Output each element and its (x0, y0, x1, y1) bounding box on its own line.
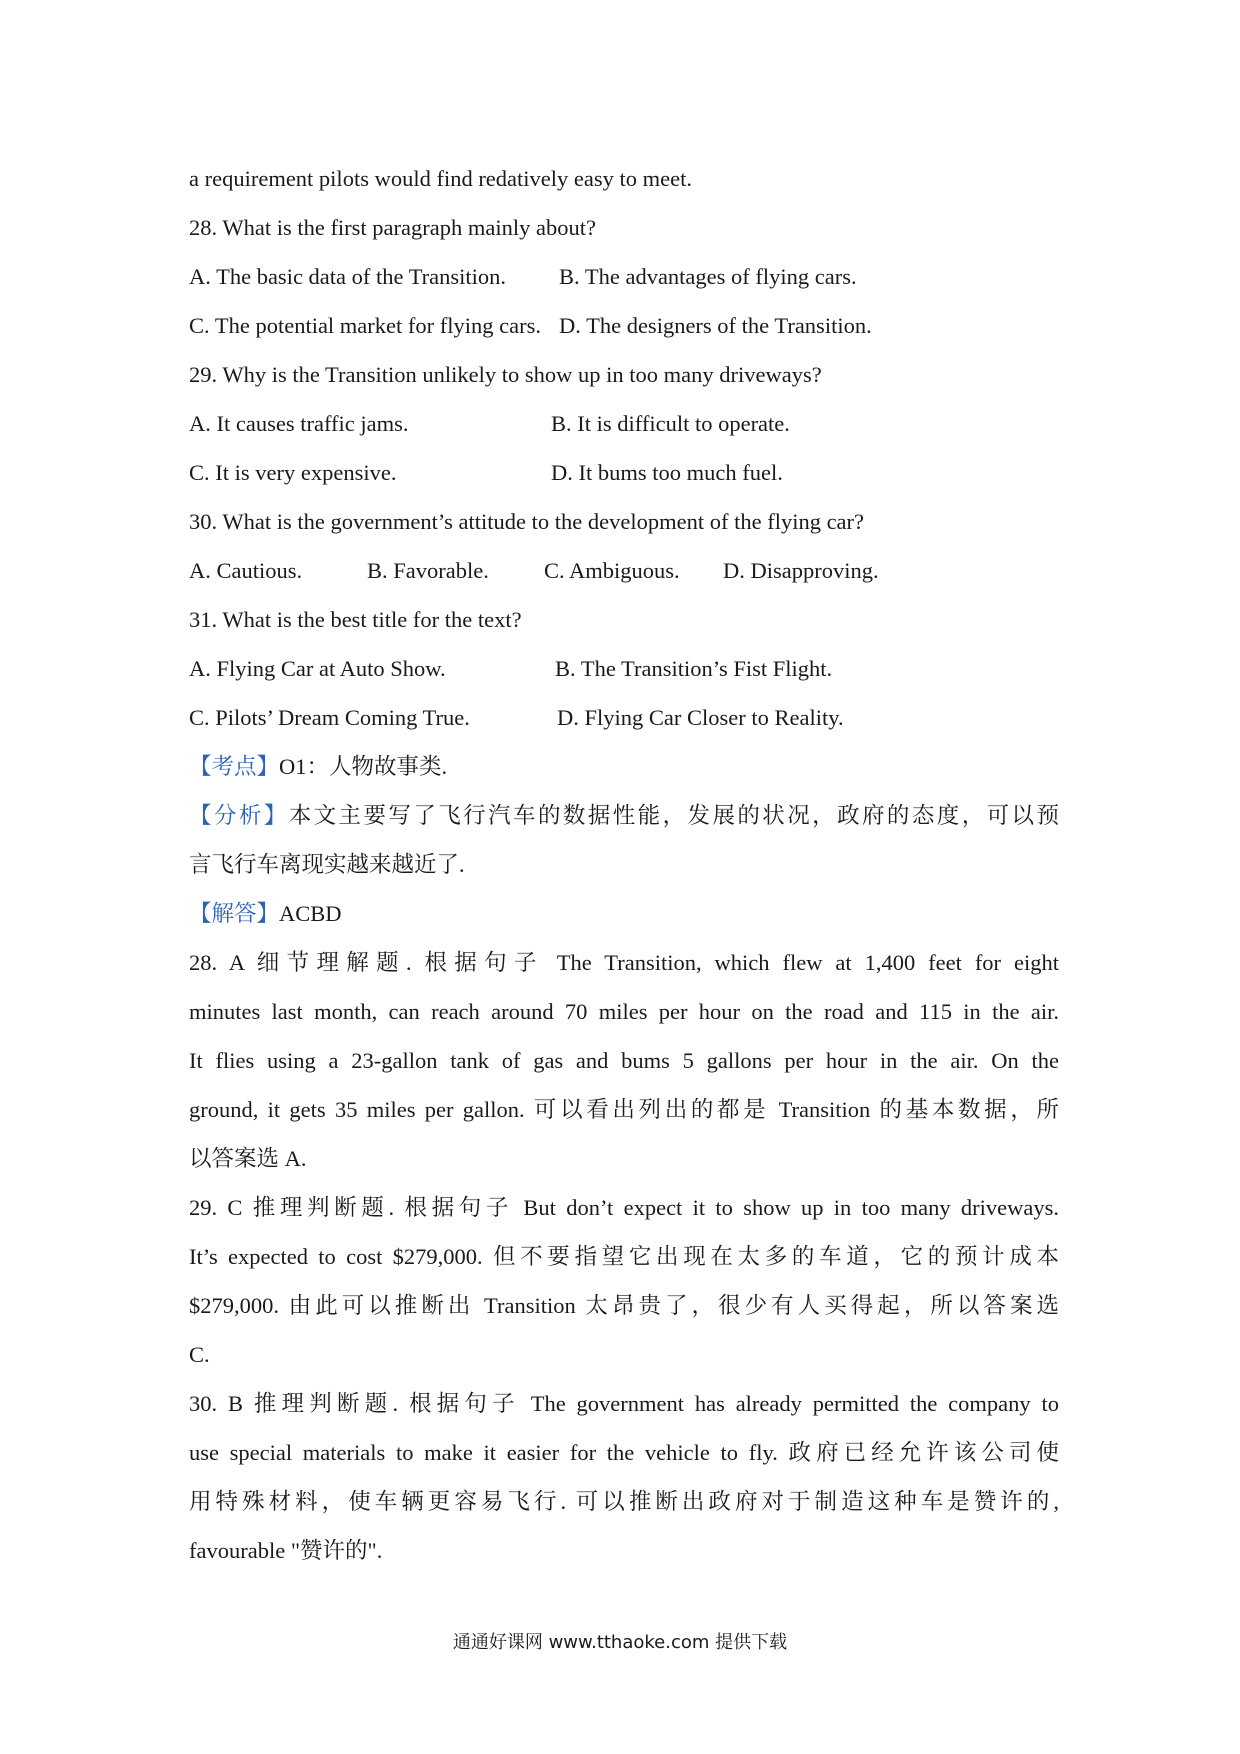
fenxi-text: 本文主要写了飞行汽车的数据性能，发展的状况，政府的态度，可以预 (288, 803, 1059, 828)
jieda-text: ACBD (279, 901, 342, 926)
kaodian-text: O1：人物故事类. (279, 754, 448, 779)
answer-28-line: It flies using a 23-gallon tank of gas and bums 5 gallons per hour in the air. On the (189, 1048, 1059, 1073)
option-b: B. Favorable. (367, 558, 489, 583)
question-29: 29. Why is the Transition unlikely to show up in too many driveways? (189, 362, 822, 387)
options-row (189, 693, 1059, 742)
kaodian-line (189, 742, 1059, 791)
option-a: A. Cautious. (189, 558, 303, 583)
option-d: D. It bums too much fuel. (551, 460, 783, 485)
document-body (189, 154, 1059, 1575)
option-d: D. The designers of the Transition. (559, 313, 872, 338)
option-c: C. Pilots’ Dream Coming True. (189, 705, 470, 730)
answer-28-line: ground, it gets 35 miles per gallon. 可以看出列出的都是 Transition 的基本数据，所 (189, 1097, 1059, 1122)
options-row (189, 448, 1059, 497)
fenxi-line (189, 791, 1059, 840)
option-a: A. It causes traffic jams. (189, 411, 409, 436)
answer-29-line: It’s expected to cost $279,000. 但不要指望它出现在太多的车道，它的预计成本 (189, 1244, 1059, 1269)
answer-28-line: minutes last month, can reach around 70 miles per hour on the road and 115 in the air. (189, 999, 1059, 1024)
fenxi-label: 【分析】 (189, 803, 289, 828)
answer-28-line: 以答案选 A. (189, 1146, 307, 1171)
option-b: B. It is difficult to operate. (551, 411, 790, 436)
jieda-line (189, 889, 1059, 938)
page-footer: 通通好课网 www.tthaoke.com 提供下载 (452, 1632, 788, 1653)
jieda-label: 【解答】 (189, 901, 280, 926)
answer-29-line: $279,000. 由此可以推断出 Transition 太昂贵了，很少有人买得起，所以答案选 (189, 1293, 1059, 1318)
option-c: C. Ambiguous. (544, 558, 680, 583)
option-a: A. The basic data of the Transition. (189, 264, 507, 289)
text-line: 言飞行车离现实越来越近了. (189, 852, 465, 877)
option-c: C. It is very expensive. (189, 460, 397, 485)
question-30: 30. What is the government’s attitude to the development of the flying car? (189, 509, 865, 534)
option-c: C. The potential market for flying cars. (189, 313, 541, 338)
options-row (189, 546, 1059, 595)
answer-30-line: 用特殊材料，使车辆更容易飞行. 可以推断出政府对于制造这种车是赞许的, (189, 1489, 1059, 1514)
kaodian-label: 【考点】 (189, 754, 280, 779)
question-28: 28. What is the first paragraph mainly about? (189, 215, 596, 240)
answer-30-line: use special materials to make it easier for the vehicle to fly. 政府已经允许该公司使 (189, 1440, 1059, 1465)
question-31: 31. What is the best title for the text? (189, 607, 522, 632)
options-row (189, 301, 1059, 350)
option-b: B. The Transition’s Fist Flight. (555, 656, 833, 681)
option-d: D. Flying Car Closer to Reality. (557, 705, 844, 730)
answer-30-line: favourable "赞许的". (189, 1538, 383, 1563)
options-row (189, 399, 1059, 448)
option-b: B. The advantages of flying cars. (559, 264, 857, 289)
options-row (189, 644, 1059, 693)
text-line: a requirement pilots would find redatively easy to meet. (189, 166, 692, 191)
option-a: A. Flying Car at Auto Show. (189, 656, 446, 681)
answer-28-line: 28. A 细节理解题. 根据句子 The Transition, which flew at 1,400 feet for eight (189, 950, 1059, 975)
options-row (189, 252, 1059, 301)
answer-29-line: 29. C 推理判断题. 根据句子 But don’t expect it to show up in too many driveways. (189, 1195, 1059, 1220)
answer-29-line: C. (189, 1342, 210, 1367)
option-d: D. Disapproving. (723, 558, 879, 583)
answer-30-line: 30. B 推理判断题. 根据句子 The government has already permitted the company to (189, 1391, 1059, 1416)
